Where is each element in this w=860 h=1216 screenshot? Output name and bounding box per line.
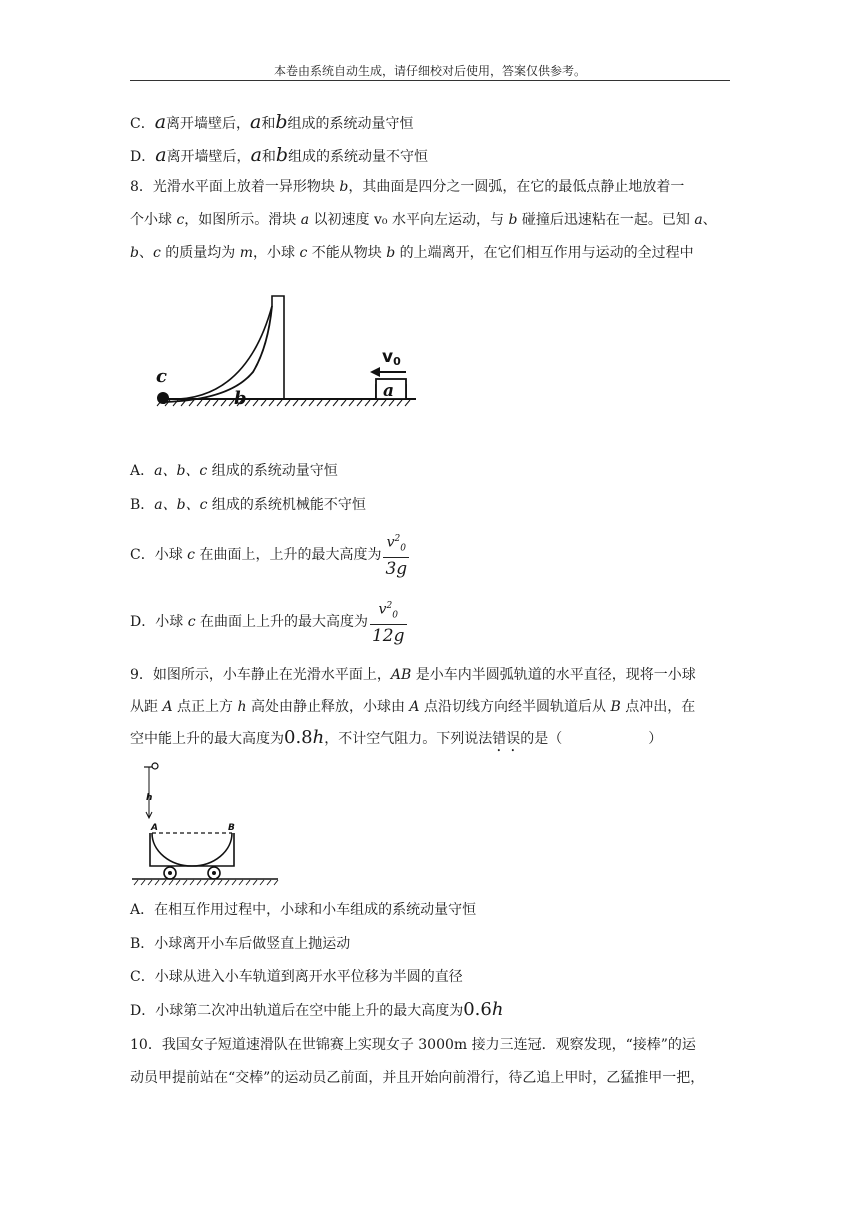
dropping-ball — [152, 763, 158, 769]
label-v0: v0 — [382, 347, 401, 368]
fraction-c: $\frac{v^2_0}{3g}$ — [385, 534, 408, 580]
label-b: b — [234, 388, 247, 409]
label-c: c — [156, 366, 167, 387]
q9-option-c[interactable]: C．小球从进入小车轨道到离开水平位移为半圆的直径 — [130, 969, 463, 985]
q10-stem-line-1: 10．我国女子短道速滑队在世锦赛上实现女子 3000m 接力三连冠．观察发现，“接棒”的运 — [130, 1037, 696, 1053]
label-B: B — [228, 823, 235, 833]
q8-stem-line-3: b、c 的质量均为 m，小球 c 不能从物块 b 的上端离开，在它们相互作用与运动的全过程中 — [130, 245, 694, 261]
q7-option-c[interactable]: C．a离开墙壁后，a和b组成的系统动量守恒 — [130, 111, 414, 133]
label-a: a — [383, 381, 395, 401]
q9-option-d[interactable]: D．小球第二次冲出轨道后在空中能上升的最大高度为0.6h — [130, 999, 504, 1020]
q8-option-d[interactable]: D．小球 c 在曲面上上升的最大高度为 $\frac{v^2_0}{12g}$ — [130, 597, 407, 647]
block-b-outline — [164, 296, 284, 404]
semicircle-track — [152, 833, 232, 866]
velocity-arrow-head — [370, 367, 380, 377]
q9-option-b[interactable]: B．小球离开小车后做竖直上抛运动 — [130, 936, 351, 952]
q8-option-b[interactable]: B．a、b、c 组成的系统机械能不守恒 — [130, 497, 366, 513]
q7-option-d[interactable]: D．a离开墙壁后，a和b组成的系统动量不守恒 — [130, 144, 429, 166]
q8-stem-line-2: 个小球 c，如图所示。滑块 a 以初速度 v₀ 水平向左运动，与 b 碰撞后迅速粘在一起。已知 a、 — [130, 212, 717, 228]
emphasis-word: 错误 — [492, 731, 521, 747]
page-header: 本卷由系统自动生成，请仔细校对后使用，答案仅供参考。 — [273, 64, 586, 78]
q8-option-a[interactable]: A．a、b、c 组成的系统动量守恒 — [130, 463, 338, 479]
label-A: A — [151, 823, 158, 833]
q9-stem-line-3: 空中能上升的最大高度为0.8h，不计空气阻力。下列说法错误的是（ ） — [130, 727, 663, 748]
cart-body — [150, 833, 234, 866]
q10-stem-line-2: 动员甲提前站在“交棒”的运动员乙前面，并且开始向前滑行，待乙追上甲时，乙猛推甲一把， — [130, 1070, 705, 1086]
ground-hatching — [134, 880, 278, 885]
ball-c — [157, 392, 169, 404]
q8-figure — [150, 292, 420, 410]
q9-stem-line-2: 从距 A 点正上方 h 高处由静止释放，小球由 A 点沿切线方向经半圆轨道后从 B 点冲出，在 — [130, 699, 696, 715]
q8-stem-line-1: 8．光滑水平面上放着一异形物块 b，其曲面是四分之一圆弧，在它的最低点静止地放着一 — [130, 179, 685, 195]
q9-figure — [128, 758, 284, 888]
q8-option-c[interactable]: C．小球 c 在曲面上，上升的最大高度为 $\frac{v^2_0}{3g}$ — [130, 530, 409, 580]
q9-option-a[interactable]: A．在相互作用过程中，小球和小车组成的系统动量守恒 — [130, 902, 477, 918]
fraction-d: $\frac{v^2_0}{12g}$ — [371, 601, 405, 647]
label-h: h — [146, 793, 153, 803]
ground-hatching — [157, 400, 410, 406]
q9-stem-line-1: 9．如图所示，小车静止在光滑水平面上，AB 是小车内半圆弧轨道的水平直径，现将一小球 — [130, 667, 696, 683]
header-divider — [130, 80, 730, 81]
